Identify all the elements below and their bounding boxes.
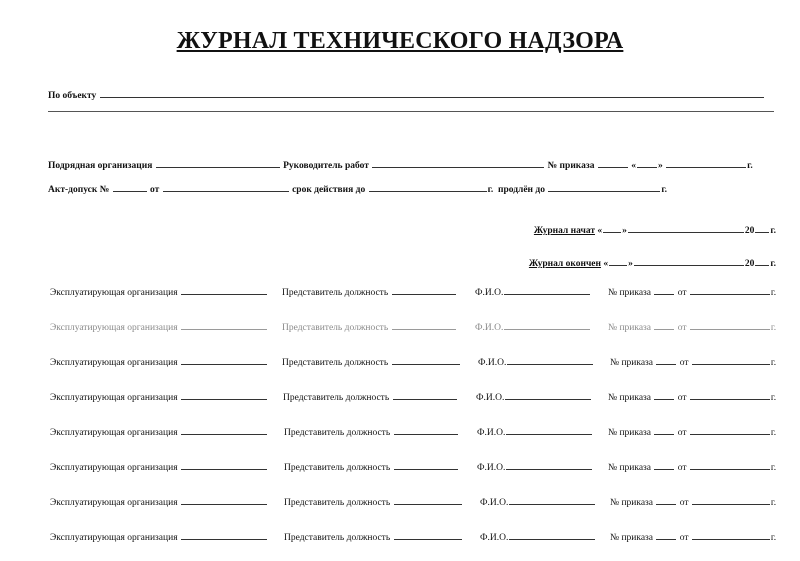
representative-label: Представитель должность <box>282 323 389 333</box>
operating-org-field[interactable] <box>181 425 267 435</box>
page-title: ЖУРНАЛ ТЕХНИЧЕСКОГО НАДЗОРА <box>176 28 624 54</box>
operating-org-field[interactable] <box>181 460 267 470</box>
order-date-field[interactable] <box>690 425 770 435</box>
year-suffix: г. <box>770 393 777 403</box>
operating-org-field[interactable] <box>181 320 267 330</box>
contractor-order-day-field[interactable] <box>637 158 657 168</box>
fio-label: Ф.И.О. <box>477 463 506 473</box>
object-row <box>48 88 774 101</box>
representative-label: Представитель должность <box>283 393 390 403</box>
journal-finished-month-field[interactable] <box>634 256 744 266</box>
from-label: от <box>677 463 687 473</box>
order-number-field[interactable] <box>654 460 674 470</box>
from-label: от <box>677 393 687 403</box>
representative-field[interactable] <box>392 355 460 365</box>
journal-finished-day-field[interactable] <box>609 256 627 266</box>
quote-open: « <box>603 259 609 269</box>
order-label: № приказа <box>608 288 652 298</box>
permit-valid-label: срок действия до <box>292 185 366 195</box>
operating-org-label: Эксплуатирующая организация <box>50 498 178 508</box>
operating-row <box>50 320 778 332</box>
operating-org-label: Эксплуатирующая организация <box>50 463 178 473</box>
journal-started-day-field[interactable] <box>603 223 621 233</box>
permit-date-field[interactable] <box>163 182 289 192</box>
permit-valid-field[interactable] <box>369 182 487 192</box>
fio-field[interactable] <box>507 355 593 365</box>
year-suffix: г. <box>661 185 667 195</box>
from-label: от <box>679 533 689 543</box>
year-suffix: г. <box>770 259 776 269</box>
contractor-row <box>48 158 774 171</box>
contractor-org-label: Подрядная организация <box>48 161 153 171</box>
order-date-field[interactable] <box>690 285 770 295</box>
fio-label: Ф.И.О. <box>477 428 506 438</box>
order-label: № приказа <box>610 358 654 368</box>
year-suffix: г. <box>770 323 777 333</box>
fio-label: Ф.И.О. <box>475 323 504 333</box>
operating-org-field[interactable] <box>181 530 267 540</box>
representative-label: Представитель должность <box>284 428 391 438</box>
operating-row <box>50 530 778 542</box>
object-label: По объекту <box>48 91 97 101</box>
order-label: № приказа <box>608 323 652 333</box>
object-continuation-line[interactable] <box>48 111 774 112</box>
from-label: от <box>677 323 687 333</box>
order-date-field[interactable] <box>692 495 770 505</box>
order-label: № приказа <box>608 428 652 438</box>
fio-field[interactable] <box>504 320 590 330</box>
order-date-field[interactable] <box>690 390 770 400</box>
fio-field[interactable] <box>506 460 592 470</box>
operating-org-label: Эксплуатирующая организация <box>50 288 178 298</box>
contractor-order-number-field[interactable] <box>598 158 628 168</box>
from-label: от <box>679 358 689 368</box>
order-number-field[interactable] <box>656 495 676 505</box>
contractor-order-label: № приказа <box>547 161 595 171</box>
operating-org-label: Эксплуатирующая организация <box>50 428 178 438</box>
from-label: от <box>677 288 687 298</box>
operating-org-label: Эксплуатирующая организация <box>50 323 178 333</box>
order-label: № приказа <box>610 498 654 508</box>
operating-row <box>50 355 778 367</box>
journal-started-month-field[interactable] <box>628 223 744 233</box>
order-date-field[interactable] <box>692 355 770 365</box>
fio-label: Ф.И.О. <box>476 393 505 403</box>
fio-label: Ф.И.О. <box>478 358 507 368</box>
operating-org-label: Эксплуатирующая организация <box>50 358 178 368</box>
journal-started-row <box>534 223 776 236</box>
permit-extended-label: продлён до <box>497 185 545 195</box>
year-suffix: г. <box>770 498 777 508</box>
operating-row <box>50 460 778 472</box>
fio-label: Ф.И.О. <box>475 288 504 298</box>
fio-field[interactable] <box>504 285 590 295</box>
from-label: от <box>679 498 689 508</box>
order-label: № приказа <box>608 393 652 403</box>
fio-field[interactable] <box>506 425 592 435</box>
operating-row <box>50 390 778 402</box>
representative-field[interactable] <box>394 495 462 505</box>
century: 20 <box>744 259 755 269</box>
permit-extended-field[interactable] <box>548 182 660 192</box>
year-suffix: г. <box>770 533 777 543</box>
order-number-field[interactable] <box>656 355 676 365</box>
representative-field[interactable] <box>394 460 458 470</box>
year-suffix: г. <box>747 161 753 171</box>
work-head-field[interactable] <box>372 158 544 168</box>
order-date-field[interactable] <box>692 530 770 540</box>
order-number-field[interactable] <box>654 390 674 400</box>
operating-org-field[interactable] <box>181 285 267 295</box>
fio-field[interactable] <box>509 530 595 540</box>
permit-from-label: от <box>150 185 160 195</box>
year-suffix: г. <box>770 288 777 298</box>
permit-row <box>48 182 774 195</box>
permit-label: Акт-допуск № <box>48 185 110 195</box>
operating-row <box>50 425 778 437</box>
representative-label: Представитель должность <box>282 358 389 368</box>
contractor-order-month-field[interactable] <box>666 158 746 168</box>
representative-field[interactable] <box>394 530 462 540</box>
representative-field[interactable] <box>392 320 456 330</box>
journal-started-label: Журнал начат <box>533 226 595 236</box>
quote-open: « <box>597 226 603 236</box>
representative-field[interactable] <box>393 390 457 400</box>
operating-org-field[interactable] <box>181 495 267 505</box>
order-number-field[interactable] <box>654 425 674 435</box>
fio-field[interactable] <box>505 390 591 400</box>
year-suffix: г. <box>770 226 776 236</box>
contractor-org-field[interactable] <box>156 158 280 168</box>
year-suffix: г. <box>770 358 777 368</box>
permit-number-field[interactable] <box>113 182 147 192</box>
fio-label: Ф.И.О. <box>480 498 509 508</box>
journal-finished-row <box>529 256 776 269</box>
order-date-field[interactable] <box>690 460 770 470</box>
representative-field[interactable] <box>392 285 456 295</box>
fio-label: Ф.И.О. <box>480 533 509 543</box>
operating-row <box>50 495 778 507</box>
year-suffix: г. <box>770 428 777 438</box>
journal-finished-year-field[interactable] <box>755 256 769 266</box>
object-field[interactable] <box>100 88 764 98</box>
year-suffix: г. <box>770 463 777 473</box>
representative-label: Представитель должность <box>282 288 389 298</box>
year-suffix: г. <box>487 185 494 195</box>
quote-close: » <box>657 161 663 171</box>
order-date-field[interactable] <box>690 320 770 330</box>
fio-field[interactable] <box>509 495 595 505</box>
representative-label: Представитель должность <box>284 498 391 508</box>
work-head-label: Руководитель работ <box>283 161 369 171</box>
order-number-field[interactable] <box>654 285 674 295</box>
representative-label: Представитель должность <box>284 533 391 543</box>
operating-row <box>50 285 778 297</box>
order-number-field[interactable] <box>654 320 674 330</box>
quote-close: » <box>622 226 627 236</box>
order-label: № приказа <box>608 463 652 473</box>
century: 20 <box>744 226 755 236</box>
order-label: № приказа <box>610 533 654 543</box>
journal-started-year-field[interactable] <box>755 223 769 233</box>
operating-org-field[interactable] <box>181 390 267 400</box>
representative-field[interactable] <box>394 425 458 435</box>
operating-org-field[interactable] <box>181 355 267 365</box>
from-label: от <box>677 428 687 438</box>
journal-finished-label: Журнал окончен <box>528 259 601 269</box>
order-number-field[interactable] <box>656 530 676 540</box>
quote-open: « <box>631 161 636 171</box>
operating-org-label: Эксплуатирующая организация <box>50 393 178 403</box>
quote-close: » <box>628 259 633 269</box>
operating-org-label: Эксплуатирующая организация <box>50 533 178 543</box>
representative-label: Представитель должность <box>284 463 391 473</box>
